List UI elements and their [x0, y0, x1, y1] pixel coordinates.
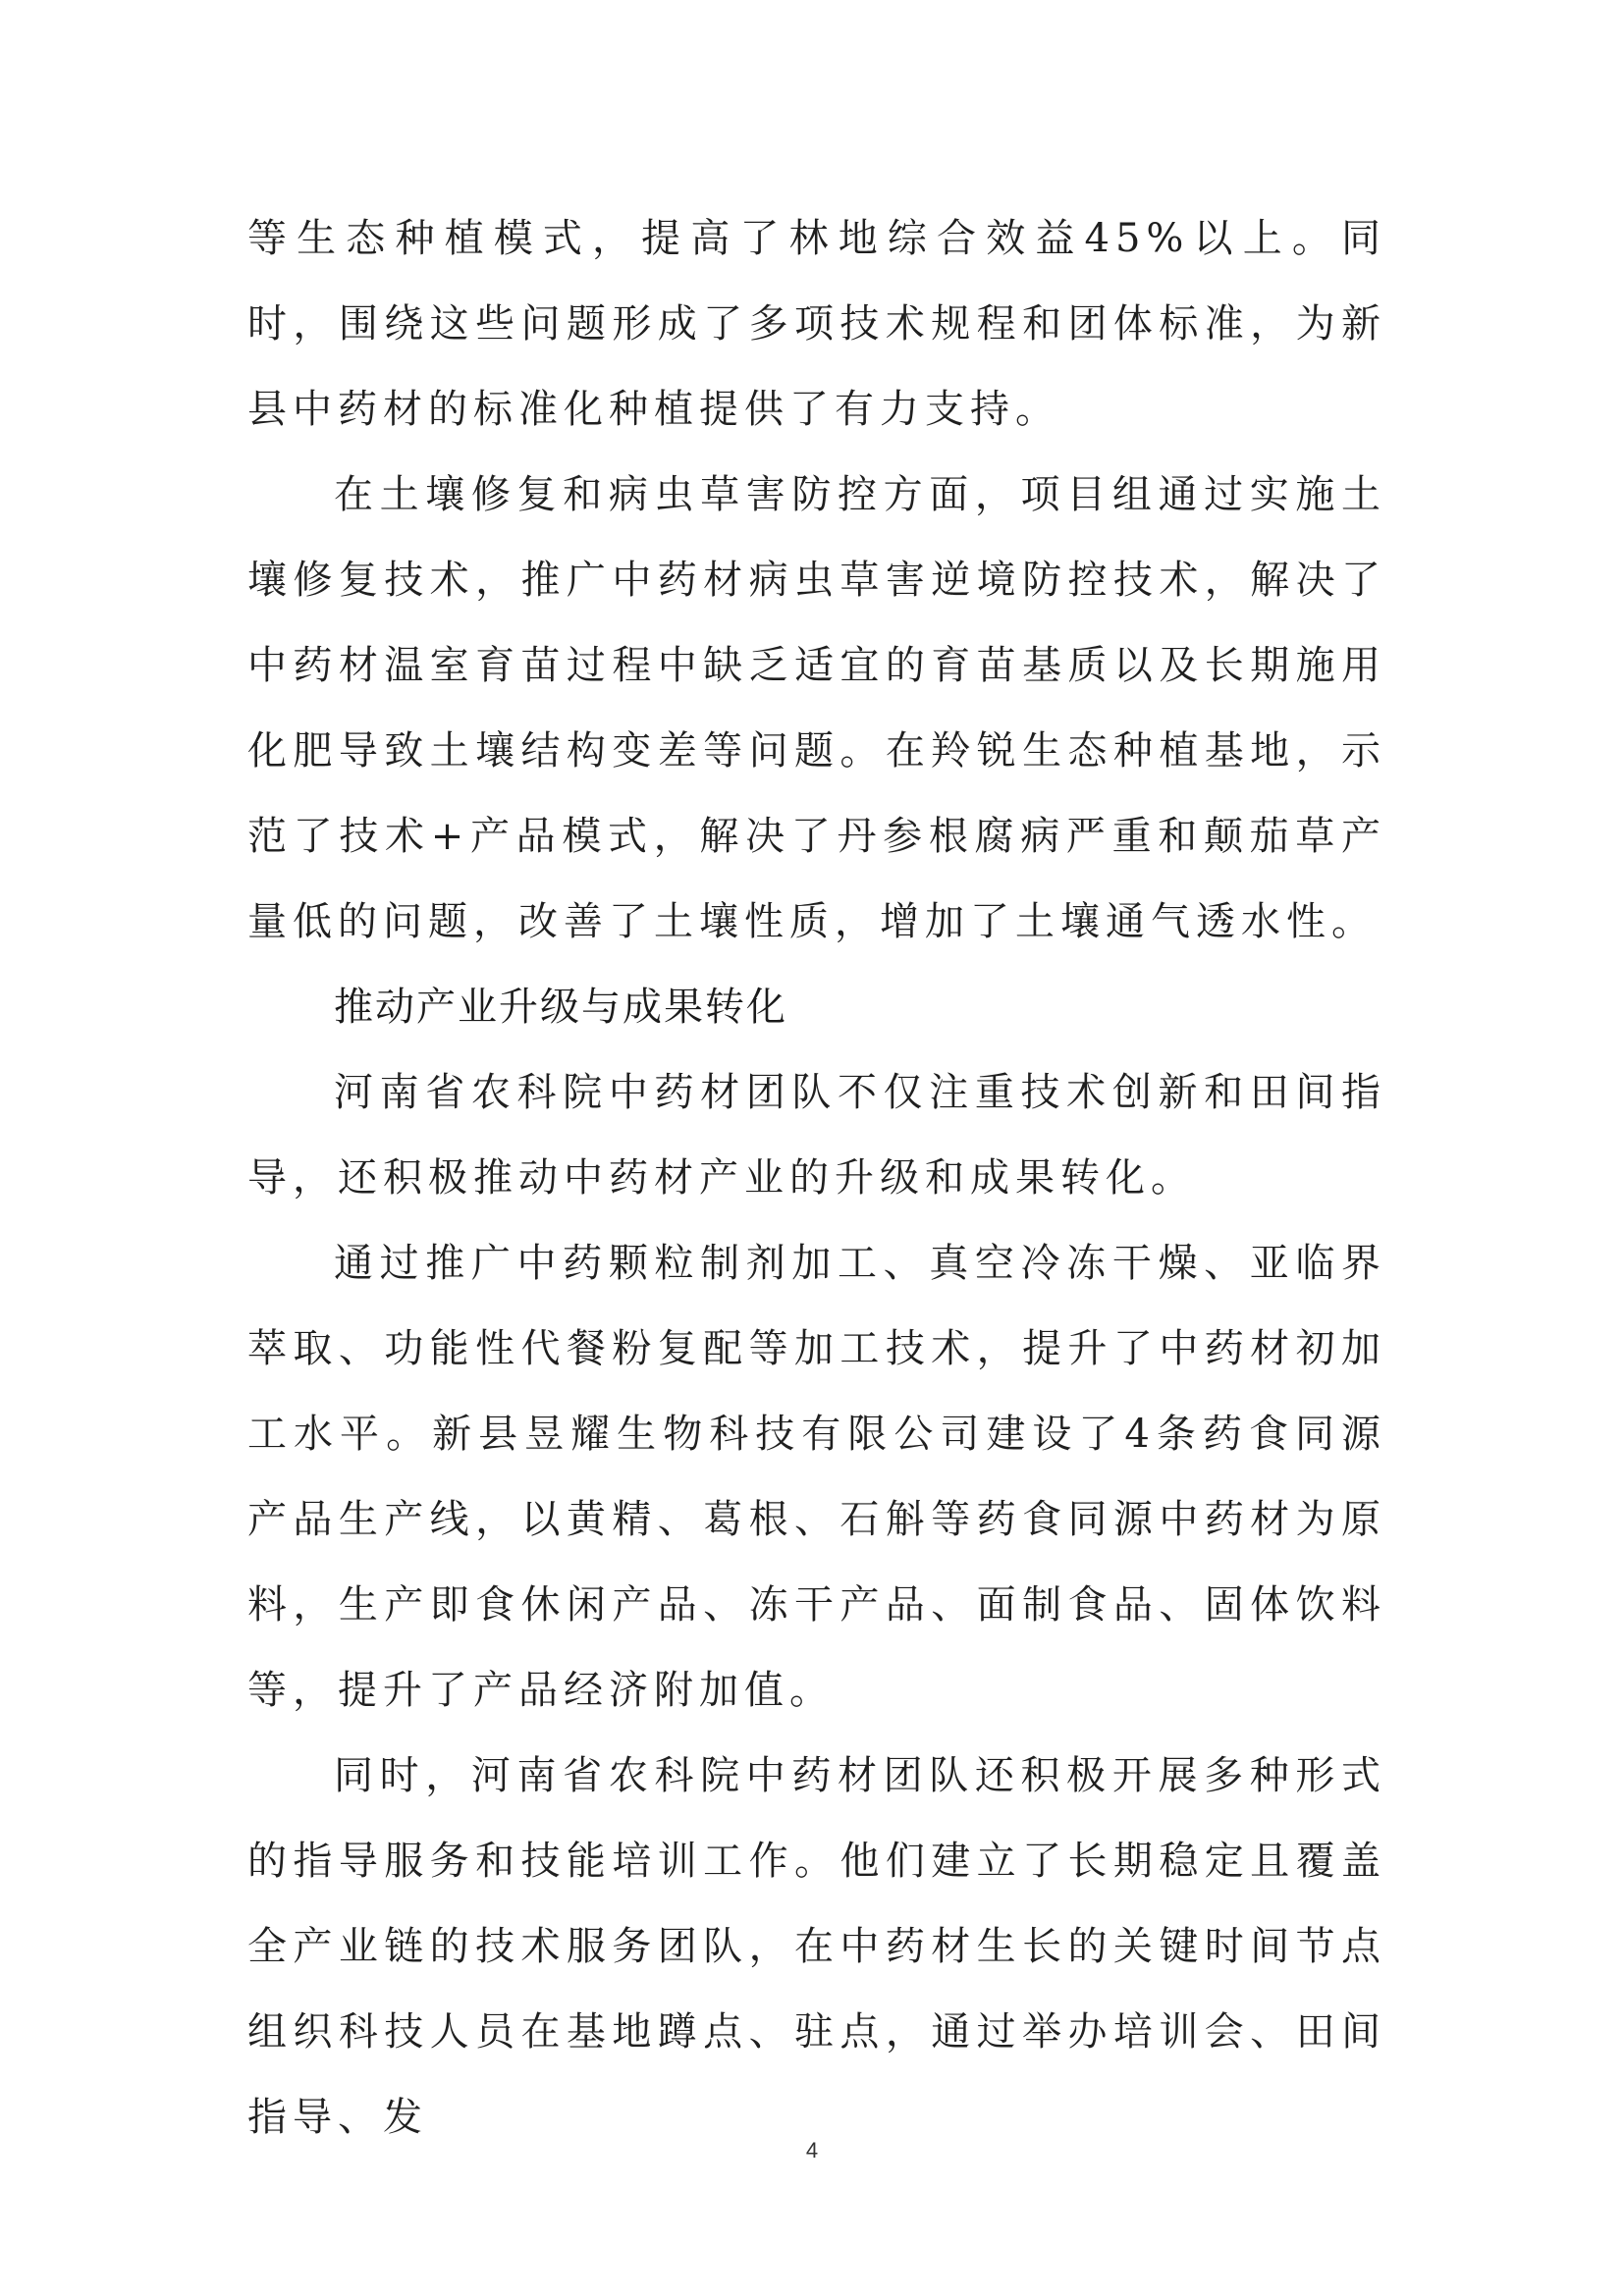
page-number: 4 [805, 2138, 819, 2163]
paragraph-processing-tech: 通过推广中药颗粒制剂加工、真空冷冻干燥、亚临界萃取、功能性代餐粉复配等加工技术，提升了中药材初加工水平。新县昱耀生物科技有限公司建设了4条药食同源产品生产线，以黄精、葛根、石斛等药食同源中药材为原料，生产即食休闲产品、冻干产品、面制食品、固体饮料等，提升了产品经济附加值。 [247, 1241, 1386, 1713]
document-body [247, 196, 1386, 2161]
paragraph-soil-remediation: 在土壤修复和病虫草害防控方面，项目组通过实施土壤修复技术，推广中药材病虫草害逆境防控技术，解决了中药材温室育苗过程中缺乏适宜的育苗基质以及长期施用化肥导致土壤结构变差等问题。在羚锐生态种植基地，示范了技术+产品模式，解决了丹参根腐病严重和颠茄草产量低的问题，改善了土壤性质，增加了土壤通气透水性。 [247, 472, 1386, 944]
paragraph-continued: 等生态种植模式，提高了林地综合效益45%以上。同时，围绕这些问题形成了多项技术规程和团体标准，为新县中药材的标准化种植提供了有力支持。 [247, 216, 1386, 432]
section-heading: 推动产业升级与成果转化 [334, 985, 787, 1030]
paragraph-industry-upgrade: 河南省农科院中药材团队不仅注重技术创新和田间指导，还积极推动中药材产业的升级和成果转化。 [247, 1070, 1386, 1201]
paragraph-training-services: 同时，河南省农科院中药材团队还积极开展多种形式的指导服务和技能培训工作。他们建立了长期稳定且覆盖全产业链的技术服务团队，在中药材生长的关键时间节点组织科技人员在基地蹲点、驻点，通过举办培训会、田间指导、发 [247, 1753, 1386, 2140]
